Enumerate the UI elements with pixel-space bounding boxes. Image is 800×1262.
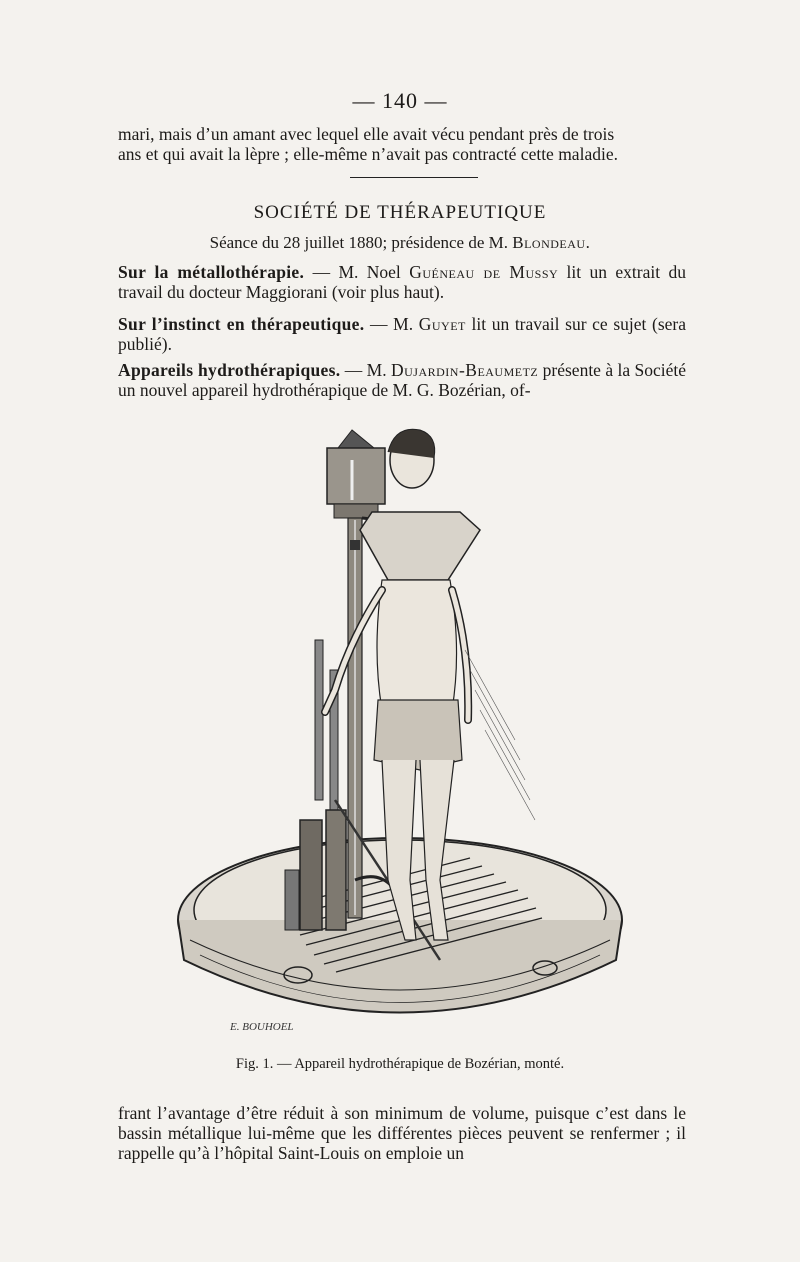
section-title: SOCIÉTÉ DE THÉRAPEUTIQUE (253, 202, 547, 223)
section-divider (350, 177, 478, 178)
item-text: lit un extrait du travail du docteur Maggiorani (voir plus haut). (118, 262, 686, 302)
page-number: — 140 — (352, 88, 448, 113)
item-appareils (118, 360, 686, 400)
intro-line-2: ans et qui avait la lèpre ; elle-même n’avait pas contracté cette maladie. (118, 144, 618, 164)
item-title: Sur l’instinct en thérapeutique. (118, 314, 365, 334)
item-text: présente à la Société un nouvel appareil hydrothérapique de M. G. Bozérian, of- (118, 360, 687, 400)
item-speaker: Guéneau de Mussy (409, 262, 559, 282)
intro-paragraph (118, 124, 686, 164)
item-instinct (118, 314, 686, 354)
item-title: Appareils hydrothérapiques. (118, 360, 341, 380)
hydrotherapy-apparatus-illustration (120, 400, 680, 1040)
seance-text: Séance du 28 juillet 1880; présidence de M. (209, 233, 513, 252)
item-speaker: Dujardin-Beaumetz (390, 360, 539, 380)
item-text: — M. (364, 314, 419, 334)
president-name: Blondeau. (512, 233, 591, 252)
item-text: — M. Noel (304, 262, 410, 282)
intro-line-1: mari, mais d’un amant avec lequel elle avait vécu pendant près de trois (118, 124, 615, 144)
engraving-hatching (465, 650, 535, 820)
seance-line (0, 233, 800, 253)
item-text: — M. (340, 360, 391, 380)
item-text: lit un travail sur ce sujet (sera publié). (118, 314, 687, 354)
item-speaker: Guyet (418, 314, 466, 334)
figure-caption: Fig. 1. — Appareil hydrothérapique de Bozérian, monté. (235, 1056, 565, 1072)
engraving-figure (120, 400, 680, 1040)
item-metallotherapie (118, 262, 686, 302)
engraver-signature: E. BOUHOEL (230, 1021, 294, 1033)
item-title: Sur la métallothérapie. (118, 262, 305, 282)
closing-paragraph: frant l’avantage d’être réduit à son minimum de volume, puisque c’est dans le bassin métallique lui-même que les différentes pièces peuvent se renfermer ; il rappelle qu’à l’hôpital Saint-Louis on emploie un (118, 1103, 686, 1163)
